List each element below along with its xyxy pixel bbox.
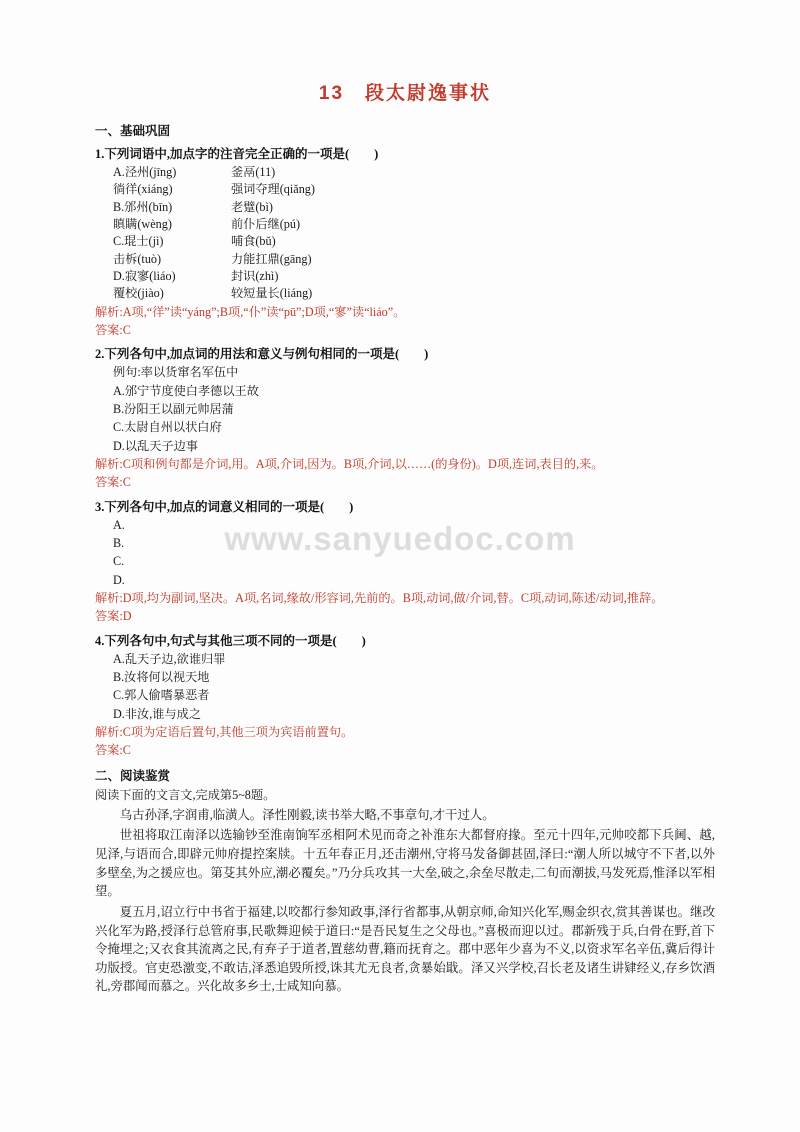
- question-1-option-row: [95, 164, 715, 181]
- option-text: 力能扛鼎(gāng): [231, 251, 312, 266]
- option-text: 前仆后继(pú): [231, 216, 301, 231]
- question-4-answer: 答案:C: [95, 743, 131, 758]
- option-text: 徜徉(xiáng): [113, 182, 173, 197]
- question-1-option-row: [95, 268, 715, 285]
- question-2-option: B.汾阳王以副元帅居蒲: [113, 401, 234, 416]
- question-3-option: D.: [113, 572, 125, 587]
- option-text: 瞋瞒(wèng): [113, 216, 172, 231]
- option-text: C.琨士(jì): [113, 234, 164, 249]
- question-2-stem: 2.下列各句中,加点词的用法和意义与例句相同的一项是( ): [95, 347, 429, 362]
- question-1-option-row: [95, 216, 715, 233]
- question-4-stem: 4.下列各句中,句式与其他三项不同的一项是( ): [95, 633, 366, 648]
- option-text: 覆校(jiào): [113, 286, 164, 301]
- question-2-option: A.邠宁节度使白孝德以王故: [113, 383, 259, 398]
- reading-paragraph: 世祖将取江南泽以选输钞至淮南饷军丞相阿术见而奇之补淮东大都督府掾。至元十四年,元帅咬都下兵阃、越,见泽,与语而合,即辟元帅府提控案牍。十五年春正月,还击潮州,守将马发备御甚固,泽曰:“潮人所以城守不下者,以外多壁垒,为之援应也。第芟其外应,潮必覆矣。”乃分兵攻其一大垒,破之,余垒尽散走,二旬而潮拔,马发死焉,惟泽以军相望。: [95, 828, 715, 899]
- reading-paragraph: 夏五月,诏立行中书省于福建,以咬都行参知政事,泽行省都事,从朝京师,命知兴化军,赐金织衣,赏其善谋也。继改兴化军为路,授泽行总管府事,民歌舞迎候于道曰:“是吾民复生之父母也。”喜极而迎以过。郡新残于兵,白骨在野,首下令掩埋之;又衣食其流离之民,有弃子于道者,置慈幼曹,籍而抚育之。郡中恶年少喜为不义,以资求军名辛伍,冀后得计功版授。官吏恐激变,不敢诘,泽悉追毁所授,诛其尤无良者,贪暴始戢。泽又兴学校,召长老及诸生讲肄经义,存乡饮酒礼,旁郡闻而慕之。兴化故多乡士,士咸知向慕。: [95, 904, 715, 994]
- option-text: A.泾州(jīng): [113, 165, 177, 179]
- question-4-analysis: 解析:C项为定语后置句,其他三项为宾语前置句。: [95, 724, 354, 739]
- question-1-option-row: [95, 285, 715, 302]
- question-4-option: C.郭人偷嗜暴恶者: [113, 688, 210, 703]
- option-text: B.邠州(bīn): [113, 199, 173, 214]
- option-text: D.寂寥(liáo): [113, 268, 176, 283]
- option-text: 击柝(tuò): [113, 251, 162, 266]
- question-3-option: A.: [113, 517, 125, 532]
- question-4-option: D.非汝,谁与成之: [113, 706, 202, 721]
- option-text: 老躄(bì): [231, 199, 273, 214]
- question-2-option: D.以乱天子边事: [113, 438, 198, 453]
- section-heading-basics: 一、基础巩固: [95, 124, 171, 138]
- question-4-option: A.乱天子边,欲谁归罪: [113, 651, 226, 666]
- option-text: 封识(zhì): [231, 268, 279, 283]
- question-3-answer: 答案:D: [95, 609, 132, 624]
- question-3-option: C.: [113, 554, 125, 569]
- question-1-option-row: [95, 181, 715, 198]
- option-text: 哺食(bǔ): [231, 234, 276, 249]
- question-3-stem: 3.下列各句中,加点的词意义相同的一项是( ): [95, 499, 354, 514]
- option-text: 强词夺理(qiǎng): [231, 182, 315, 197]
- question-3-option: B.: [113, 535, 125, 550]
- question-4-option: B.汝将何以视天地: [113, 669, 210, 684]
- option-text: 较短量长(liáng): [231, 286, 313, 301]
- question-1-option-row: [95, 251, 715, 268]
- document-content: [95, 78, 715, 998]
- question-3-analysis: 解析:D项,均为副词,坚决。A项,名词,缘故/形容词,先前的。B项,动词,做/介词,替。C项,动词,陈述/动词,推辞。: [95, 590, 664, 605]
- reading-intro: 阅读下面的文言文,完成第5~8题。: [95, 787, 276, 802]
- question-1-stem: 1.下列词语中,加点字的注音完全正确的一项是( ): [95, 147, 379, 161]
- question-1-option-row: [95, 199, 715, 216]
- section-heading-reading: 二、阅读鉴赏: [95, 768, 171, 783]
- question-2-option: C.太尉自州以状白府: [113, 420, 222, 435]
- question-2-example: 例句:率以货窜名军伍中: [113, 365, 239, 380]
- question-1-analysis: 解析:A项,“徉”读“yáng”;B项,“仆”读“pū”;D项,“寥”读“liáo”。: [95, 304, 406, 319]
- page-title: 13 段太尉逸事状: [318, 83, 492, 104]
- watermark: www.sanyuedoc.com: [224, 520, 576, 557]
- option-text: 釜鬲(11): [231, 165, 276, 179]
- question-2-answer: 答案:C: [95, 475, 131, 490]
- reading-paragraph: 乌古孙泽,字润甫,临潢人。泽性刚毅,读书举大略,不事章句,才干过人。: [119, 807, 495, 822]
- question-3-options: [95, 517, 715, 589]
- question-1-answer: 答案:C: [95, 322, 131, 337]
- question-1-option-row: [95, 233, 715, 250]
- question-2-analysis: 解析:C项和例句都是介词,用。A项,介词,因为。B项,介词,以……(的身份)。D项,连词,表目的,来。: [95, 456, 604, 471]
